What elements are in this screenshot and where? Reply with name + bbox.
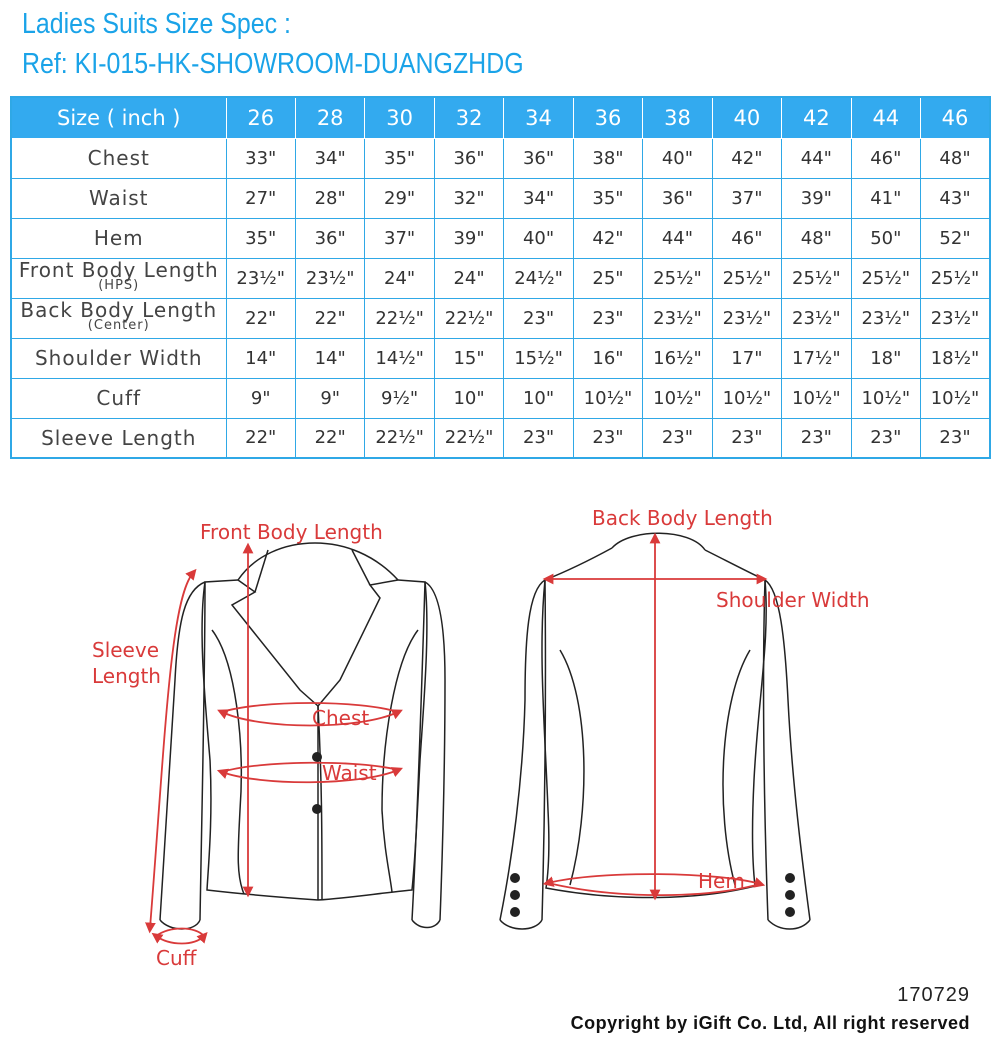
size-header: 36 [573, 97, 642, 138]
table-cell: 23" [851, 418, 920, 458]
table-cell: 22½" [434, 418, 503, 458]
size-header: 32 [434, 97, 503, 138]
table-cell: 10½" [921, 378, 990, 418]
table-cell: 35" [365, 138, 434, 178]
table-cell: 37" [712, 178, 781, 218]
table-cell: 24" [365, 258, 434, 298]
table-cell: 44" [643, 218, 712, 258]
row-label-text: Sleeve Length [41, 425, 197, 450]
table-cell: 22" [295, 298, 364, 338]
table-cell: 22½" [365, 298, 434, 338]
row-label [11, 218, 226, 258]
row-label-sub: (Center) [87, 318, 150, 333]
table-cell: 10½" [573, 378, 642, 418]
table-cell: 23½" [643, 298, 712, 338]
label-cuff: Cuff [156, 946, 197, 970]
table-cell: 36" [434, 138, 503, 178]
table-cell: 43" [921, 178, 990, 218]
table-cell: 14½" [365, 338, 434, 378]
table-cell: 25½" [712, 258, 781, 298]
table-cell: 18½" [921, 338, 990, 378]
table-cell: 42" [712, 138, 781, 178]
row-label [11, 338, 226, 378]
size-header: 30 [365, 97, 434, 138]
table-cell: 50" [851, 218, 920, 258]
header-label: Size ( inch ) [11, 97, 226, 138]
row-label-text: Back Body Length [20, 298, 218, 322]
table-row [11, 338, 990, 378]
table-cell: 42" [573, 218, 642, 258]
table-cell: 23½" [921, 298, 990, 338]
table-cell: 24" [434, 258, 503, 298]
label-back-body-length: Back Body Length [592, 506, 773, 530]
table-cell: 14" [295, 338, 364, 378]
table-cell: 10" [434, 378, 503, 418]
table-cell: 32" [434, 178, 503, 218]
table-cell: 22" [295, 418, 364, 458]
table-cell: 22½" [365, 418, 434, 458]
table-cell: 36" [643, 178, 712, 218]
row-label [11, 378, 226, 418]
label-hem: Hem [698, 869, 745, 893]
table-cell: 9" [226, 378, 295, 418]
row-label-sub: (HPS) [98, 278, 140, 293]
table-cell: 9" [295, 378, 364, 418]
table-cell: 17" [712, 338, 781, 378]
table-row [11, 258, 990, 298]
row-label [11, 138, 226, 178]
table-cell: 36" [295, 218, 364, 258]
table-cell: 24½" [504, 258, 573, 298]
row-label [11, 418, 226, 458]
table-cell: 48" [921, 138, 990, 178]
table-cell: 16" [573, 338, 642, 378]
table-cell: 23" [504, 418, 573, 458]
front-measure-lines [150, 548, 398, 944]
table-cell: 23" [712, 418, 781, 458]
table-cell: 10" [504, 378, 573, 418]
table-cell: 33" [226, 138, 295, 178]
label-sleeve-length-2: Length [92, 664, 161, 688]
table-cell: 10½" [851, 378, 920, 418]
row-label [11, 178, 226, 218]
table-cell: 10½" [782, 378, 851, 418]
size-header: 42 [782, 97, 851, 138]
row-label-text: Cuff [96, 386, 142, 410]
table-cell: 29" [365, 178, 434, 218]
row-label-text: Hem [93, 226, 144, 250]
table-cell: 40" [643, 138, 712, 178]
document-code: 170729 [897, 984, 970, 1006]
row-label-text: Waist [88, 186, 149, 210]
table-cell: 23" [573, 298, 642, 338]
table-cell: 10½" [712, 378, 781, 418]
table-cell: 40" [504, 218, 573, 258]
table-cell: 23½" [712, 298, 781, 338]
table-cell: 23" [573, 418, 642, 458]
table-cell: 34" [504, 178, 573, 218]
table-cell: 9½" [365, 378, 434, 418]
size-header: 40 [712, 97, 781, 138]
table-cell: 41" [851, 178, 920, 218]
label-sleeve-length-1: Sleeve [92, 638, 160, 662]
table-cell: 15½" [504, 338, 573, 378]
table-cell: 38" [573, 138, 642, 178]
table-cell: 25½" [921, 258, 990, 298]
table-cell: 39" [782, 178, 851, 218]
size-spec-table [10, 96, 991, 459]
front-jacket-drawing [160, 543, 445, 929]
table-cell: 10½" [643, 378, 712, 418]
table-row [11, 298, 990, 338]
table-cell: 46" [712, 218, 781, 258]
table-cell: 39" [434, 218, 503, 258]
table-cell: 44" [782, 138, 851, 178]
table-cell: 18" [851, 338, 920, 378]
table-cell: 22" [226, 418, 295, 458]
table-cell: 15" [434, 338, 503, 378]
table-cell: 37" [365, 218, 434, 258]
label-front-body-length: Front Body Length [200, 520, 383, 544]
table-cell: 48" [782, 218, 851, 258]
label-waist: Waist [322, 761, 377, 785]
table-cell: 17½" [782, 338, 851, 378]
table-cell: 27" [226, 178, 295, 218]
table-cell: 23" [643, 418, 712, 458]
copyright-notice: Copyright by iGift Co. Ltd, All right reserved [570, 1013, 970, 1033]
table-cell: 23" [504, 298, 573, 338]
size-header: 46 [921, 97, 990, 138]
table-cell: 23½" [782, 298, 851, 338]
row-label [11, 258, 226, 298]
table-cell: 34" [295, 138, 364, 178]
table-cell: 22½" [434, 298, 503, 338]
size-header: 26 [226, 97, 295, 138]
table-row [11, 178, 990, 218]
size-header: 38 [643, 97, 712, 138]
table-cell: 23½" [295, 258, 364, 298]
table-cell: 23" [782, 418, 851, 458]
label-shoulder-width: Shoulder Width [716, 588, 870, 612]
row-label-text: Shoulder Width [34, 346, 203, 370]
table-header-row [11, 97, 990, 138]
table-cell: 23½" [851, 298, 920, 338]
row-label-text: Front Body Length [18, 258, 219, 282]
size-header: 34 [504, 97, 573, 138]
table-cell: 52" [921, 218, 990, 258]
table-cell: 46" [851, 138, 920, 178]
table-cell: 35" [226, 218, 295, 258]
page-title: Ladies Suits Size Spec : [22, 8, 291, 40]
jacket-diagram [0, 480, 1000, 980]
row-label-text: Chest [87, 146, 150, 170]
table-cell: 36" [504, 138, 573, 178]
table-row [11, 378, 990, 418]
size-header: 28 [295, 97, 364, 138]
table-cell: 25½" [643, 258, 712, 298]
table-cell: 23½" [226, 258, 295, 298]
table-cell: 25" [573, 258, 642, 298]
size-header: 44 [851, 97, 920, 138]
table-cell: 22" [226, 298, 295, 338]
label-chest: Chest [312, 706, 370, 730]
table-cell: 28" [295, 178, 364, 218]
table-cell: 25½" [851, 258, 920, 298]
reference-code: Ref: KI-015-HK-SHOWROOM-DUANGZHDG [22, 48, 524, 80]
table-cell: 14" [226, 338, 295, 378]
table-row [11, 138, 990, 178]
table-cell: 35" [573, 178, 642, 218]
row-label [11, 298, 226, 338]
table-row [11, 418, 990, 458]
table-cell: 16½" [643, 338, 712, 378]
table-cell: 25½" [782, 258, 851, 298]
table-row [11, 218, 990, 258]
table-cell: 23" [921, 418, 990, 458]
